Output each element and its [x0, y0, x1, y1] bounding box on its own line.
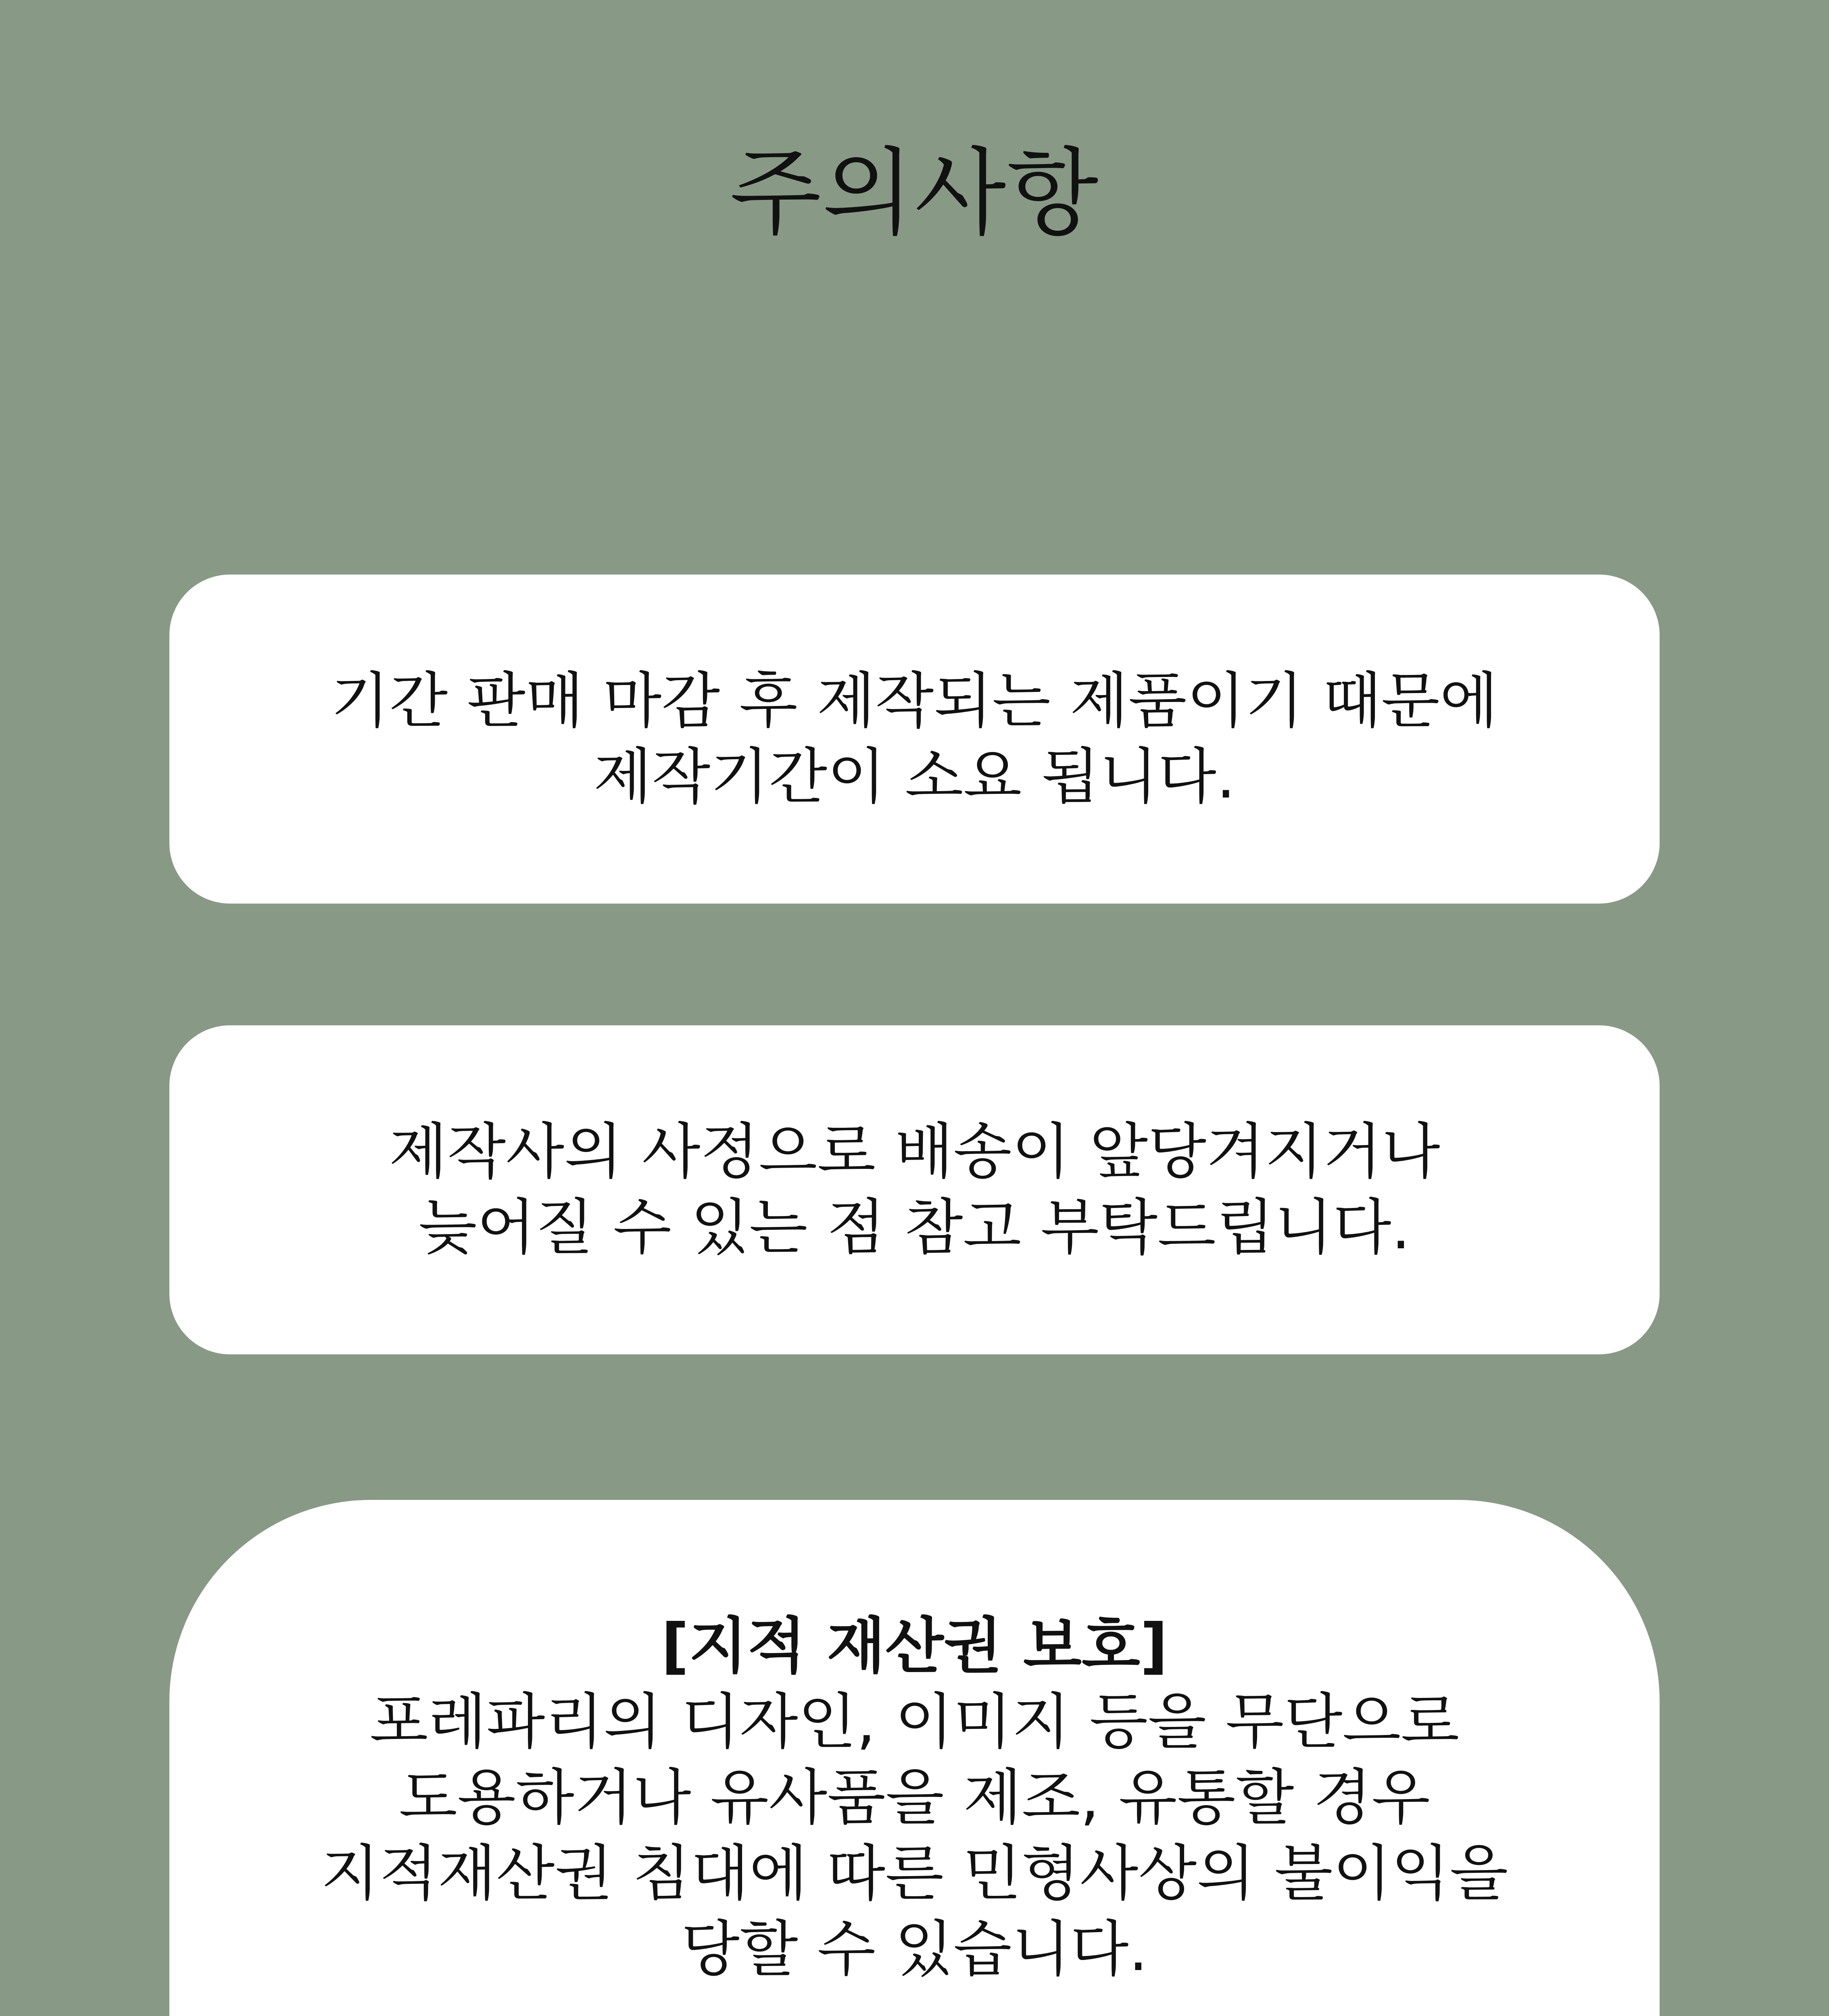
notice-card-production	[169, 575, 1660, 904]
ip-protection-text-line: 도용하거나 유사품을 제조, 유통할 경우	[399, 1763, 1430, 1833]
notice-text-line: 기간 판매 마감 후 제작되는 제품이기 때문에	[331, 666, 1498, 736]
notice-text-line: 늦어질 수 있는 점 참고 부탁드립니다.	[418, 1193, 1411, 1263]
page-title: 주의사항	[730, 138, 1099, 248]
notice-card-shipping	[169, 1025, 1660, 1354]
ip-protection-text-line: 당할 수 있습니다.	[681, 1914, 1148, 1985]
ip-protection-text-line: 포레파리의 디자인, 이미지 등을 무단으로	[369, 1687, 1460, 1757]
legal-notice-card	[169, 1500, 1660, 2016]
notice-text-line: 제작기간이 소요 됩니다.	[593, 742, 1236, 812]
ip-protection-heading: [지적 재산권 보호]	[661, 1611, 1168, 1681]
ip-protection-text-line: 지적재산권 침대에 따른 민형사상의 불이익을	[321, 1839, 1508, 1909]
notice-text-line: 제작사의 사정으로 배송이 앞당겨지거나	[389, 1117, 1440, 1187]
